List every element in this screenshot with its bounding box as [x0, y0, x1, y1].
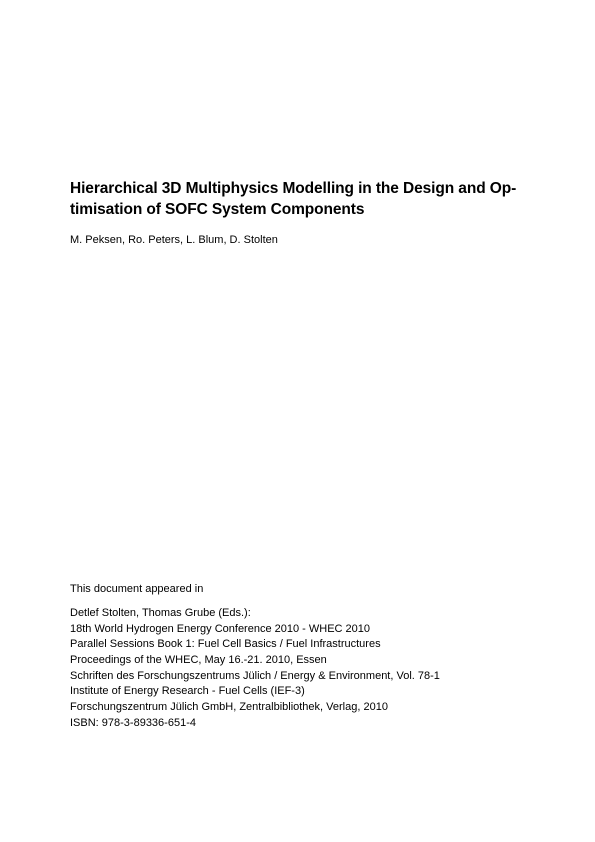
paper-title: [70, 178, 530, 220]
proceedings-line: Proceedings of the WHEC, May 16.-21. 2010, Essen: [70, 653, 327, 666]
paper-title-line-2: timisation of SOFC System Components: [70, 201, 365, 218]
conference-line: 18th World Hydrogen Energy Conference 2010 - WHEC 2010: [70, 622, 371, 635]
paper-title-line-1: Hierarchical 3D Multiphysics Modelling in the Design and Op-: [70, 180, 517, 197]
paper-authors: M. Peksen, Ro. Peters, L. Blum, D. Stolten: [70, 234, 278, 246]
series-line: Schriften des Forschungszentrums Jülich / Energy & Environment, Vol. 78-1: [70, 669, 440, 682]
publication-details: [70, 606, 440, 731]
editors-line: Detlef Stolten, Thomas Grube (Eds.):: [70, 607, 251, 619]
book-line: Parallel Sessions Book 1: Fuel Cell Basics / Fuel Infrastructures: [70, 638, 381, 651]
institute-line: Institute of Energy Research - Fuel Cells (IEF-3): [70, 685, 305, 698]
publisher-line: Forschungszentrum Jülich GmbH, Zentralbibliothek, Verlag, 2010: [70, 700, 388, 713]
appeared-in-label: This document appeared in: [70, 583, 204, 595]
isbn-line: ISBN: 978-3-89336-651-4: [70, 716, 196, 729]
